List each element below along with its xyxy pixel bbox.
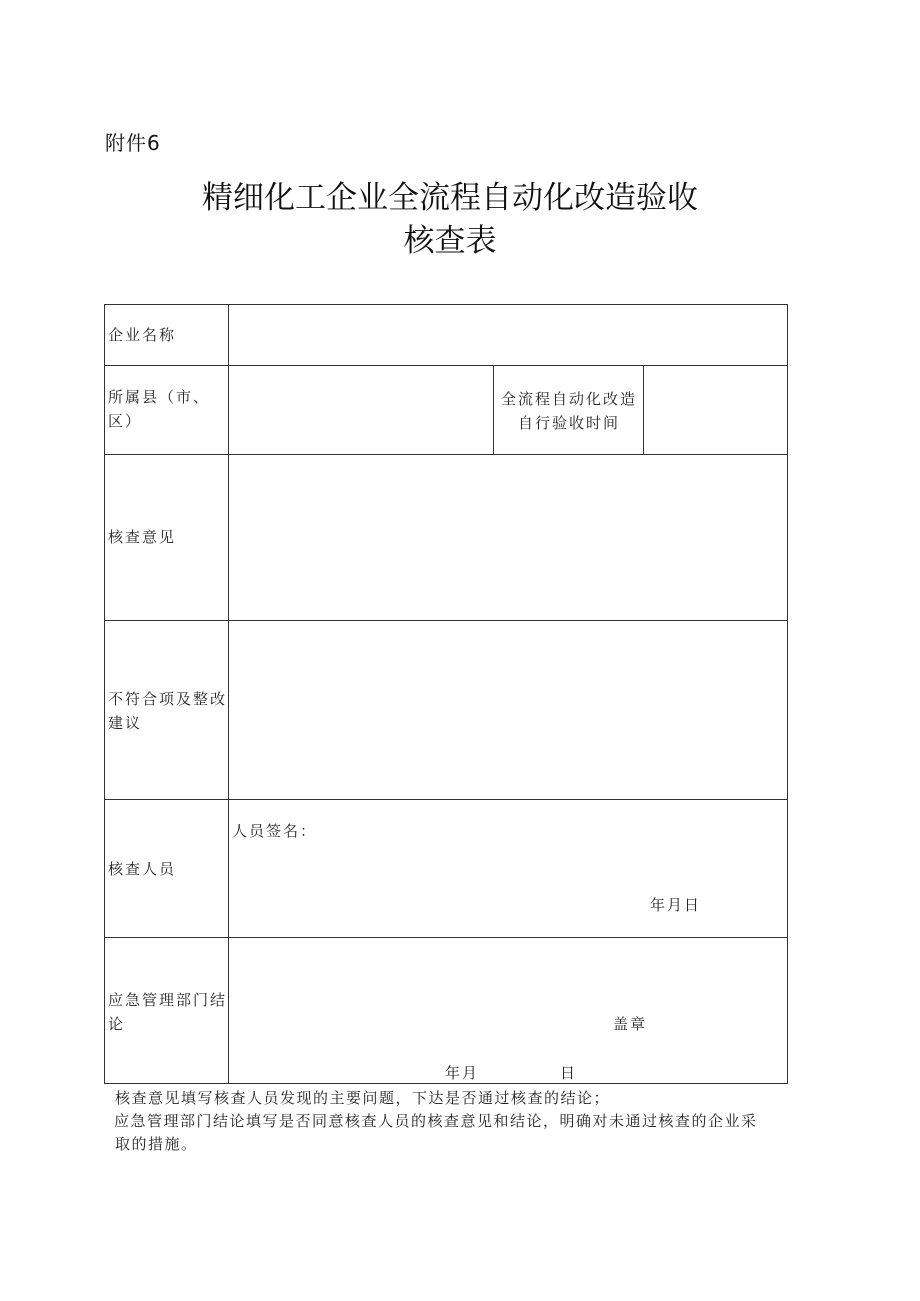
row-divider bbox=[105, 365, 788, 366]
noncompliance-label-line2: 建议 bbox=[108, 714, 143, 732]
noncompliance-field[interactable] bbox=[231, 623, 785, 796]
department-conclusion-label-line2: 论 bbox=[108, 1015, 126, 1033]
note-line2: 应急管理部门结论填写是否同意核查人员的核查意见和结论，明确对未通过核查的企业采 bbox=[114, 1112, 758, 1130]
signature-label: 人员签名： bbox=[232, 822, 318, 840]
county-field[interactable] bbox=[231, 368, 491, 452]
county-label-line1: 所属县（市、 bbox=[108, 388, 211, 406]
review-opinion-label: 核查意见 bbox=[108, 528, 177, 546]
time-column-divider bbox=[643, 365, 644, 454]
company-name-field[interactable] bbox=[231, 307, 785, 363]
county-label-line2: 区） bbox=[108, 412, 143, 430]
noncompliance-label-line1: 不符合项及整改 bbox=[108, 690, 228, 708]
form-title-line2: 核查表 bbox=[403, 223, 497, 259]
self-acceptance-time-label-line1: 全流程自动化改造 bbox=[500, 390, 637, 408]
form-notes bbox=[115, 1087, 795, 1156]
form-title-line1: 精细化工企业全流程自动化改造验收 bbox=[202, 180, 698, 216]
note-line3: 取的措施。 bbox=[115, 1135, 198, 1153]
attachment-number: 附件6 bbox=[105, 131, 161, 155]
department-date-year-month: 年月 bbox=[445, 1064, 480, 1082]
label-column-divider bbox=[228, 305, 229, 1084]
noncompliance-label bbox=[108, 687, 228, 735]
self-acceptance-time-label bbox=[495, 387, 643, 435]
department-conclusion-field[interactable] bbox=[231, 941, 785, 1001]
row-divider bbox=[105, 454, 788, 455]
self-acceptance-time-field[interactable] bbox=[646, 368, 786, 452]
county-column-divider bbox=[493, 365, 494, 454]
row-divider bbox=[105, 937, 788, 938]
acceptance-form-table bbox=[104, 304, 788, 1084]
reviewer-date: 年月日 bbox=[650, 896, 702, 914]
note-line1: 核查意见填写核查人员发现的主要问题，下达是否通过核查的结论； bbox=[115, 1089, 611, 1107]
reviewer-label: 核查人员 bbox=[108, 860, 177, 878]
self-acceptance-time-label-line2: 自行验收时间 bbox=[517, 414, 620, 432]
department-conclusion-label bbox=[108, 988, 228, 1036]
row-divider bbox=[105, 799, 788, 800]
department-conclusion-label-line1: 应急管理部门结 bbox=[108, 991, 228, 1009]
county-label bbox=[108, 385, 226, 433]
company-name-label: 企业名称 bbox=[108, 326, 177, 344]
reviewer-signature-field[interactable] bbox=[305, 817, 725, 843]
seal-label: 盖章 bbox=[613, 1015, 648, 1033]
review-opinion-field[interactable] bbox=[231, 457, 785, 617]
department-date-day: 日 bbox=[560, 1064, 578, 1082]
row-divider bbox=[105, 620, 788, 621]
